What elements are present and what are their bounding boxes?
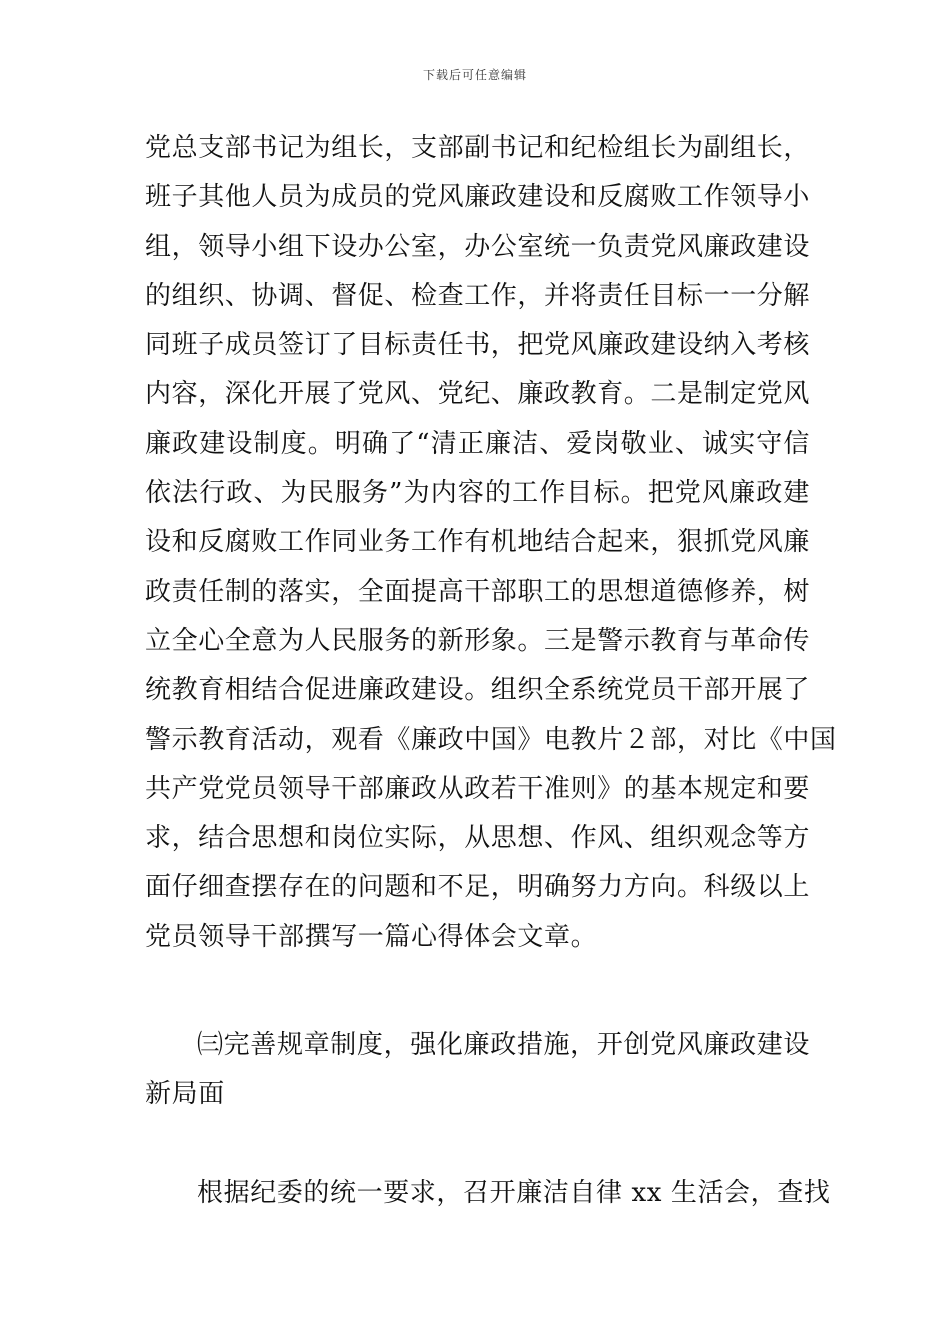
paragraph-line: 组，领导小组下设办公室，办公室统一负责党风廉政建设 (145, 231, 811, 262)
paragraph-line: 党员领导干部撰写一篇心得体会文章。 (145, 921, 598, 952)
page-header: 下载后可任意编辑 (422, 68, 527, 82)
paragraph-line: 班子其他人员为成员的党风廉政建设和反腐败工作领导小 (145, 182, 811, 213)
heading-line: 新局面 (145, 1079, 225, 1110)
paragraph-line: 求，结合思想和岗位实际，从思想、作风、组织观念等方 (145, 823, 811, 854)
paragraph-line: 廉政建设制度。明确了“清正廉洁、爱岗敬业、诚实守信 (145, 428, 810, 459)
paragraph-line: 警示教育活动，观看《廉政中国》电教片２部，对比《中国 (145, 724, 837, 755)
paragraph-line: 立全心全意为人民服务的新形象。三是警示教育与革命传 (145, 625, 811, 656)
heading-line: ㈢完善规章制度，强化廉政措施，开创党风廉政建设 (197, 1030, 810, 1060)
body-paragraph (145, 124, 837, 962)
paragraph-line: 依法行政、为民服务”为内容的工作目标。把党风廉政建 (145, 478, 810, 509)
section-heading (145, 1021, 810, 1120)
paragraph-line: 统教育相结合促进廉政建设。组织全系统党员干部开展了 (145, 675, 811, 706)
body-paragraph (145, 1169, 831, 1218)
paragraph-line: 政责任制的落实，全面提高干部职工的思想道德修养，树 (145, 576, 811, 607)
paragraph-line: 面仔细查摆存在的问题和不足，明确努力方向。科级以上 (145, 872, 811, 903)
paragraph-line: 党总支部书记为组长，支部副书记和纪检组长为副组长， (145, 133, 811, 163)
paragraph-line: 设和反腐败工作同业务工作有机地结合起来，狠抓党风廉 (145, 527, 811, 558)
paragraph-line: 内容，深化开展了党风、党纪、廉政教育。二是制定党风 (145, 379, 811, 410)
paragraph-line: 同班子成员签订了目标责任书，把党风廉政建设纳入考核 (145, 330, 811, 361)
paragraph-line: 共产党党员领导干部廉政从政若干准则》的基本规定和要 (145, 773, 811, 804)
paragraph-line: 根据纪委的统一要求，召开廉洁自律 xx 生活会，查找 (197, 1178, 831, 1208)
paragraph-line: 的组织、协调、督促、检查工作，并将责任目标一一分解 (145, 280, 811, 311)
